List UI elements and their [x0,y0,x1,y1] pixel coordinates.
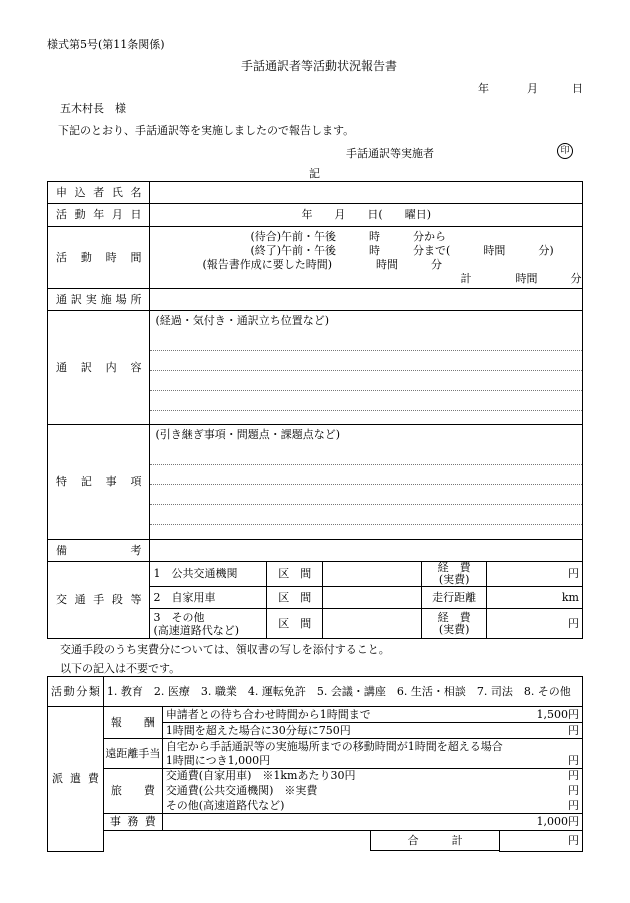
notes-label: 特記事項 [48,425,150,540]
fee-line-1-amount: 1,500円 [500,707,583,723]
travel-line-2: 交通費(公共交通機関) ※実費 [162,784,499,799]
transport-label: 交通手段等 [48,562,150,639]
time-total-line: 計 時間 分 [460,271,582,285]
notes-field[interactable] [150,425,583,540]
fee-line-2: 1時間を超えた場合に30分毎に750円 [162,723,499,739]
note-no-entry: 以下の記入は不要です。 [60,662,181,675]
content-field[interactable] [150,311,583,425]
remarks-label: 備考 [48,540,150,562]
long-distance-amount[interactable]: 円 [568,753,579,767]
transport-other-cost-label: 経 費 (実費) [422,609,487,639]
transport-public-cost-label: 経 費 (実費) [422,562,487,587]
transport-public-section-field[interactable] [323,562,422,587]
ki-label: 記 [309,167,320,180]
intro-text: 下記のとおり、手話通訳等を実施しましたので報告します。 [58,124,355,137]
applicant-label: 申込者氏名 [48,182,150,204]
transport-public-section: 区 間 [267,562,323,587]
content-hint: (経過・気付き・通訳立ち位置など) [155,314,330,327]
fee-label: 報 酬 [103,707,162,739]
total-label: 合 計 [370,831,499,851]
dispatch-table [47,676,583,852]
travel-line-2-amount[interactable]: 円 [500,784,583,799]
transport-car-distance-label: 走行距離 [422,587,487,609]
notes-hint: (引き継ぎ事項・問題点・課題点など) [155,428,341,441]
fee-line-2-amount[interactable]: 円 [500,723,583,739]
office-fee-label: 事務費 [103,814,162,831]
content-label: 通訳内容 [48,311,150,425]
travel-line-1-amount[interactable]: 円 [500,769,583,784]
seal-icon: 印 [557,143,573,159]
date-month: 月 [527,82,538,95]
time-start-line: (待合)午前・午後 時 分から [250,229,447,243]
office-fee-amount: 1,000円 [162,814,582,831]
total-amount[interactable]: 円 [500,831,583,852]
transport-other-name: 3 その他 (高速道路代など) [150,609,267,639]
dispatch-fee-label: 派遣費 [48,707,104,852]
note-receipt: 交通手段のうち実費分については、領収書の写しを添付すること。 [60,643,390,656]
transport-other-section-field[interactable] [323,609,422,639]
transport-car-name: 2 自家用車 [150,587,267,609]
travel-label: 旅 費 [103,769,162,814]
activity-date-field[interactable]: 年 月 日( 曜日) [150,204,583,227]
transport-car-distance-field[interactable]: km [487,587,583,609]
activity-date-label: 活動年月日 [48,204,150,227]
time-end-line: (終了)午前・午後 時 分まで( 時間 分) [250,243,554,257]
transport-other-cost-field[interactable]: 円 [487,609,583,639]
category-label: 活動分類 [48,677,104,707]
date-year: 年 [478,82,489,95]
long-distance-label: 遠距離手当 [103,739,162,769]
fee-line-1: 申請者との待ち合わせ時間から1時間まで [162,707,499,723]
page-title: 手話通訳者等活動状況報告書 [241,59,398,73]
form-number: 様式第5号(第11条関係) [47,38,165,51]
remarks-field[interactable] [150,540,583,562]
activity-time-label: 活動時間 [48,227,150,289]
transport-public-name: 1 公共交通機関 [150,562,267,587]
category-value[interactable]: 1. 教育 2. 医療 3. 職業 4. 運転免許 5. 会議・講座 6. 生活・相談 7. 司法 8. その他 [103,677,582,707]
transport-car-section: 区 間 [267,587,323,609]
transport-other-section: 区 間 [267,609,323,639]
reporter-label: 手話通訳等実施者 [346,147,434,160]
transport-public-cost-field[interactable]: 円 [487,562,583,587]
location-label: 通訳実施場所 [48,289,150,311]
location-field[interactable] [150,289,583,311]
travel-line-3: その他(高速道路代など) [162,799,499,814]
time-report-line: (報告書作成に要した時間) 時間 分 [202,257,443,271]
travel-line-3-amount[interactable]: 円 [500,799,583,814]
long-distance-line-1: 自宅から手話通訳等の実施場所までの移動時間が1時間を超える場合 [165,739,503,753]
date-day: 日 [572,82,583,95]
main-report-table [47,181,583,639]
activity-time-field[interactable] [150,227,583,289]
applicant-field[interactable] [150,182,583,204]
addressee: 五木村長 様 [60,102,126,115]
travel-line-1: 交通費(自家用車) ※1kmあたり30円 [162,769,499,784]
long-distance-line-2: 1時間につき1,000円 [165,753,271,767]
transport-car-section-field[interactable] [323,587,422,609]
